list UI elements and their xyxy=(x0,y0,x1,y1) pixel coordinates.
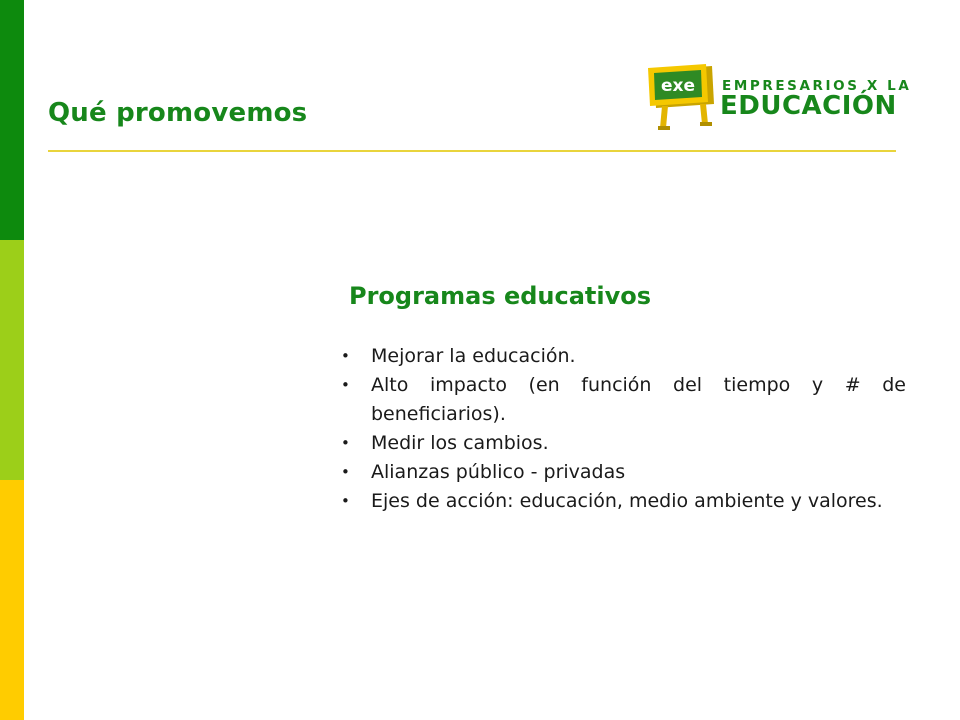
title-divider xyxy=(48,150,896,152)
list-item xyxy=(340,487,906,516)
list-item-text: Medir los cambios. xyxy=(371,432,549,454)
side-bar-yellow xyxy=(0,480,24,720)
list-item-text: Alianzas público - privadas xyxy=(371,461,626,483)
bullet-dot-icon: • xyxy=(341,434,350,452)
logo-text-line1: EMPRESARIOS X LA xyxy=(722,78,912,94)
list-item-text: Alto impacto (en función del tiempo y # de beneficiarios). xyxy=(371,374,906,425)
bullet-dot-icon: • xyxy=(341,347,350,365)
list-item xyxy=(340,458,906,487)
page-title: Qué promovemos xyxy=(48,98,308,128)
bullet-list xyxy=(340,342,906,516)
bullet-dot-icon: • xyxy=(341,376,350,394)
logo-text-line2: EDUCACIÓN xyxy=(720,91,897,121)
list-item xyxy=(340,342,906,371)
list-item xyxy=(340,371,906,429)
list-item-text: Mejorar la educación. xyxy=(371,345,576,367)
logo-icon-text: exe xyxy=(660,76,696,96)
bullet-dot-icon: • xyxy=(341,463,350,481)
side-bar-light-green xyxy=(0,240,24,480)
list-item xyxy=(340,429,906,458)
logo xyxy=(644,62,912,134)
side-bar-dark-green xyxy=(0,0,24,240)
section-heading: Programas educativos xyxy=(349,282,652,310)
bullet-dot-icon: • xyxy=(341,492,350,510)
exe-logo-icon xyxy=(644,62,718,134)
list-item-text: Ejes de acción: educación, medio ambiente y valores. xyxy=(371,490,883,512)
